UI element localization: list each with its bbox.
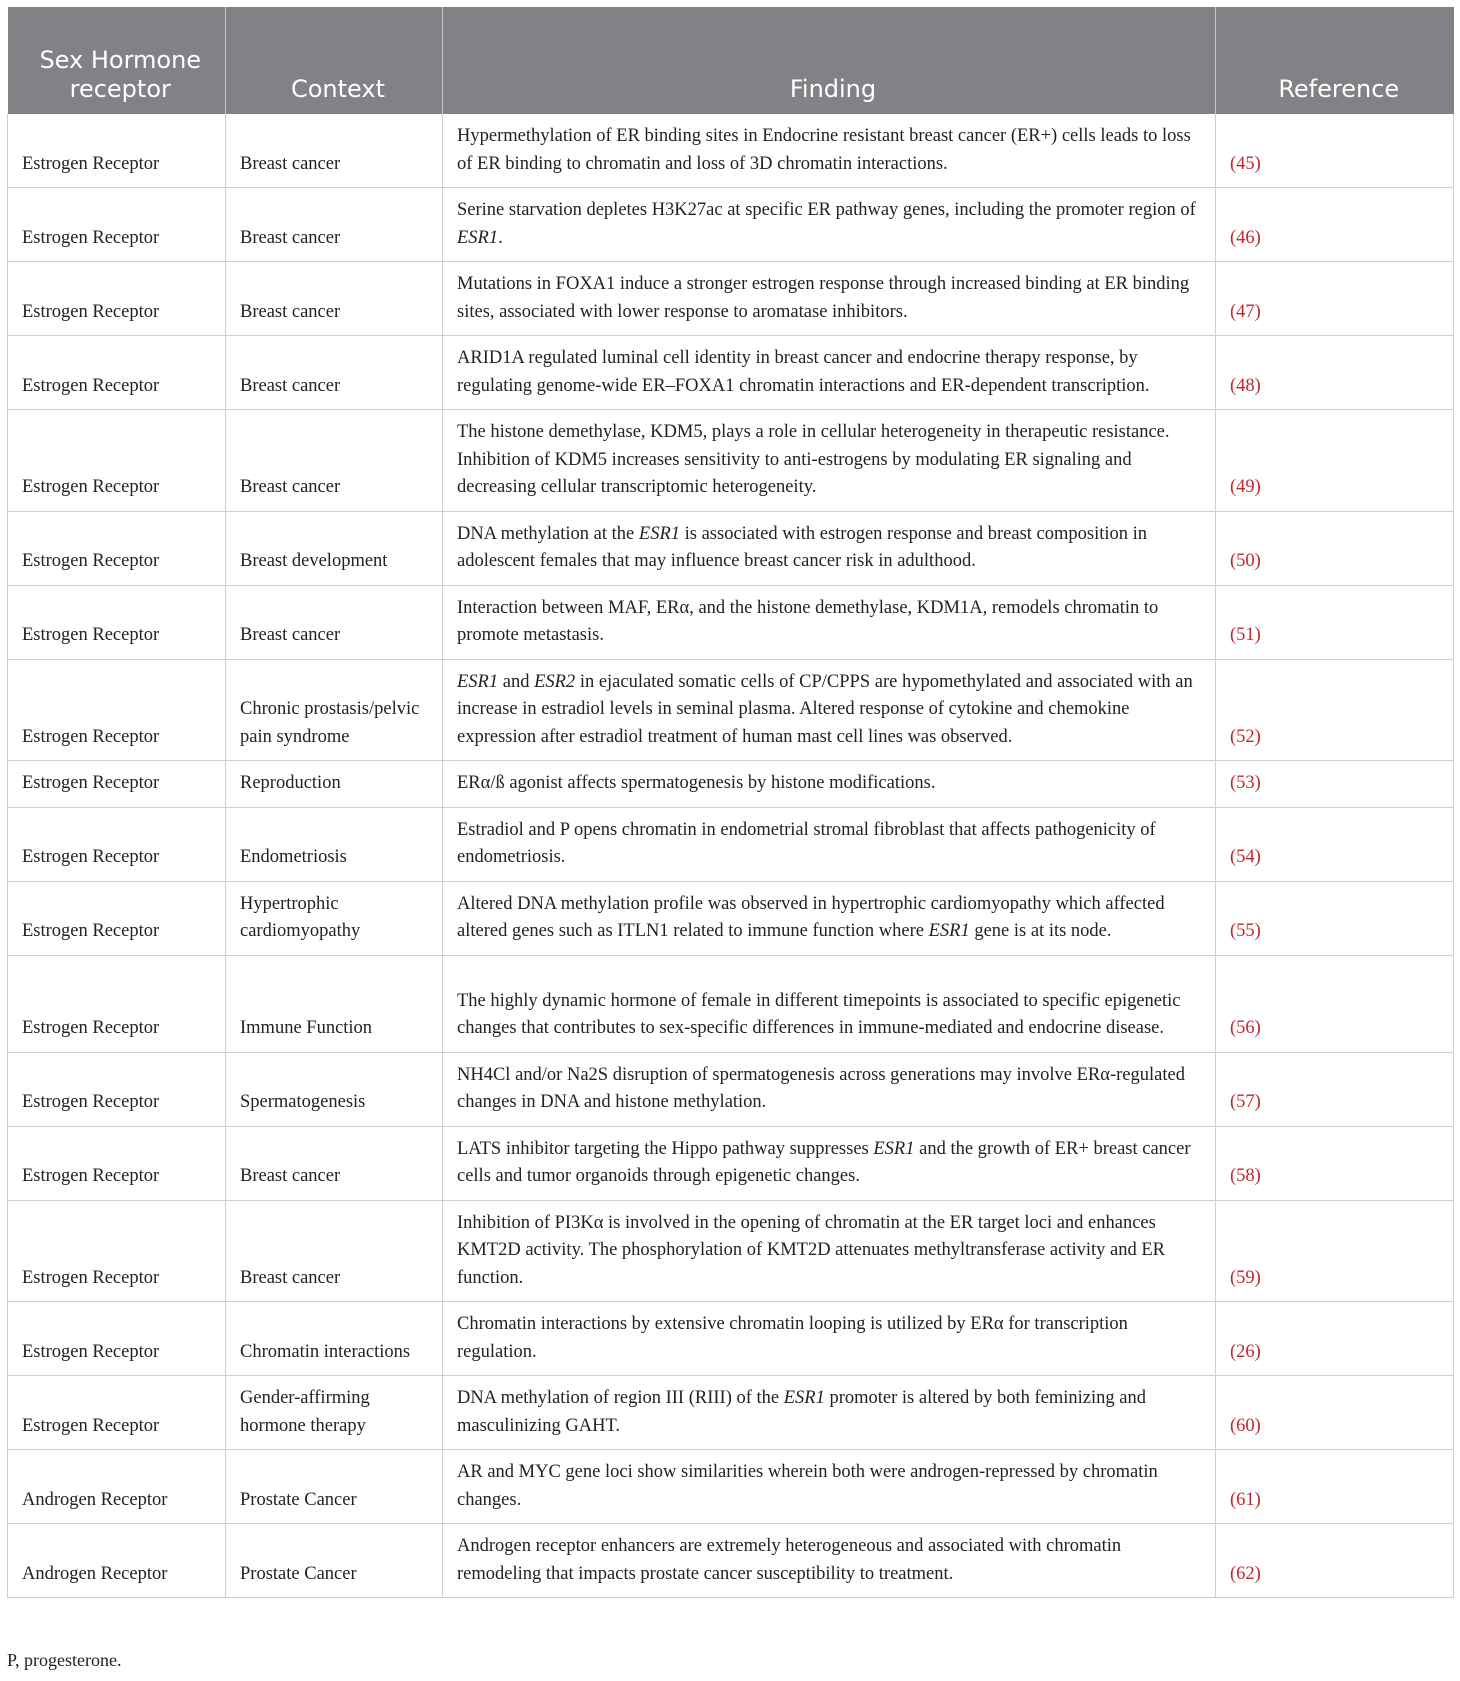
- reference-cell[interactable]: (52): [1216, 659, 1454, 761]
- finding-cell: Mutations in FOXA1 induce a stronger estrogen response through increased binding at ER binding sites, associated with lower response to aromatase inhibitors.: [443, 262, 1216, 336]
- receptor-cell: Estrogen Receptor: [8, 955, 226, 1052]
- table-row: [8, 114, 1454, 188]
- receptor-cell: Estrogen Receptor: [8, 410, 226, 512]
- header-reference: Reference: [1216, 7, 1454, 114]
- finding-cell: Hypermethylation of ER binding sites in Endocrine resistant breast cancer (ER+) cells leads to loss of ER binding to chromatin and loss of 3D chromatin interactions.: [443, 114, 1216, 188]
- table-footnote: P, progesterone.: [7, 1650, 122, 1670]
- reference-cell[interactable]: (55): [1216, 881, 1454, 955]
- table-row: [8, 585, 1454, 659]
- table-row: [8, 761, 1454, 808]
- receptor-cell: Estrogen Receptor: [8, 114, 226, 188]
- table-row: [8, 881, 1454, 955]
- reference-cell[interactable]: (57): [1216, 1052, 1454, 1126]
- receptor-cell: Estrogen Receptor: [8, 585, 226, 659]
- finding-cell: ESR1 and ESR2 in ejaculated somatic cells of CP/CPPS are hypomethylated and associated with an increase in estradiol levels in seminal plasma. Altered response of cytokine and chemokine expression after estradiol treatment of human mast cell lines was observed.: [443, 659, 1216, 761]
- table-row: [8, 1376, 1454, 1450]
- table-row: [8, 188, 1454, 262]
- reference-cell[interactable]: (51): [1216, 585, 1454, 659]
- context-cell: Reproduction: [226, 761, 443, 808]
- table-row: [8, 659, 1454, 761]
- receptor-cell: Estrogen Receptor: [8, 188, 226, 262]
- context-cell: Chronic prostasis/pelvic pain syndrome: [226, 659, 443, 761]
- context-cell: Immune Function: [226, 955, 443, 1052]
- finding-cell: Interaction between MAF, ERα, and the histone demethylase, KDM1A, remodels chromatin to promote metastasis.: [443, 585, 1216, 659]
- receptor-cell: Androgen Receptor: [8, 1524, 226, 1598]
- context-cell: Breast cancer: [226, 336, 443, 410]
- reference-cell[interactable]: (47): [1216, 262, 1454, 336]
- context-cell: Breast cancer: [226, 188, 443, 262]
- findings-table: [7, 7, 1454, 1598]
- context-cell: Spermatogenesis: [226, 1052, 443, 1126]
- reference-cell[interactable]: (50): [1216, 511, 1454, 585]
- context-cell: Breast cancer: [226, 1200, 443, 1302]
- finding-cell: The histone demethylase, KDM5, plays a role in cellular heterogeneity in therapeutic resistance. Inhibition of KDM5 increases sensitivity to anti-estrogens by modulating ER signaling and decreasing cellular transcriptomic heterogeneity.: [443, 410, 1216, 512]
- table-row: [8, 1450, 1454, 1524]
- context-cell: Gender-affirming hormone therapy: [226, 1376, 443, 1450]
- reference-cell[interactable]: (46): [1216, 188, 1454, 262]
- context-cell: Breast development: [226, 511, 443, 585]
- finding-cell: AR and MYC gene loci show similarities wherein both were androgen-repressed by chromatin changes.: [443, 1450, 1216, 1524]
- reference-cell[interactable]: (58): [1216, 1126, 1454, 1200]
- header-context: Context: [226, 7, 443, 114]
- context-cell: Breast cancer: [226, 262, 443, 336]
- receptor-cell: Estrogen Receptor: [8, 1052, 226, 1126]
- receptor-cell: Estrogen Receptor: [8, 262, 226, 336]
- finding-cell: Estradiol and P opens chromatin in endometrial stromal fibroblast that affects pathogenicity of endometriosis.: [443, 807, 1216, 881]
- finding-cell: The highly dynamic hormone of female in different timepoints is associated to specific epigenetic changes that contributes to sex-specific differences in immune-mediated and endocrine disease.: [443, 955, 1216, 1052]
- reference-cell[interactable]: (62): [1216, 1524, 1454, 1598]
- reference-cell[interactable]: (61): [1216, 1450, 1454, 1524]
- receptor-cell: Estrogen Receptor: [8, 1376, 226, 1450]
- receptor-cell: Estrogen Receptor: [8, 881, 226, 955]
- table-row: [8, 1200, 1454, 1302]
- table-row: [8, 410, 1454, 512]
- finding-cell: ERα/ß agonist affects spermatogenesis by histone modifications.: [443, 761, 1216, 808]
- table-row: [8, 336, 1454, 410]
- context-cell: Breast cancer: [226, 410, 443, 512]
- reference-cell[interactable]: (54): [1216, 807, 1454, 881]
- receptor-cell: Androgen Receptor: [8, 1450, 226, 1524]
- reference-cell[interactable]: (60): [1216, 1376, 1454, 1450]
- context-cell: Breast cancer: [226, 585, 443, 659]
- table-row: [8, 262, 1454, 336]
- finding-cell: Altered DNA methylation profile was observed in hypertrophic cardiomyopathy which affected altered genes such as ITLN1 related to immune function where ESR1 gene is at its node.: [443, 881, 1216, 955]
- receptor-cell: Estrogen Receptor: [8, 511, 226, 585]
- finding-cell: Inhibition of PI3Kα is involved in the opening of chromatin at the ER target loci and enhances KMT2D activity. The phosphorylation of KMT2D attenuates methyltransferase activity and ER function.: [443, 1200, 1216, 1302]
- finding-cell: LATS inhibitor targeting the Hippo pathway suppresses ESR1 and the growth of ER+ breast cancer cells and tumor organoids through epigenetic changes.: [443, 1126, 1216, 1200]
- reference-cell[interactable]: (56): [1216, 955, 1454, 1052]
- receptor-cell: Estrogen Receptor: [8, 336, 226, 410]
- receptor-cell: Estrogen Receptor: [8, 1200, 226, 1302]
- reference-cell[interactable]: (48): [1216, 336, 1454, 410]
- context-cell: Prostate Cancer: [226, 1524, 443, 1598]
- context-cell: Endometriosis: [226, 807, 443, 881]
- reference-cell[interactable]: (53): [1216, 761, 1454, 808]
- table-header-row: [8, 7, 1454, 114]
- table-row: [8, 511, 1454, 585]
- receptor-cell: Estrogen Receptor: [8, 761, 226, 808]
- reference-cell[interactable]: (49): [1216, 410, 1454, 512]
- context-cell: Chromatin interactions: [226, 1302, 443, 1376]
- reference-cell[interactable]: (26): [1216, 1302, 1454, 1376]
- finding-cell: Chromatin interactions by extensive chromatin looping is utilized by ERα for transcription regulation.: [443, 1302, 1216, 1376]
- table-row: [8, 955, 1454, 1052]
- finding-cell: ARID1A regulated luminal cell identity in breast cancer and endocrine therapy response, by regulating genome-wide ER–FOXA1 chromatin interactions and ER-dependent transcription.: [443, 336, 1216, 410]
- receptor-cell: Estrogen Receptor: [8, 659, 226, 761]
- table-body: [8, 114, 1454, 1598]
- receptor-cell: Estrogen Receptor: [8, 807, 226, 881]
- context-cell: Breast cancer: [226, 114, 443, 188]
- table-row: [8, 1524, 1454, 1598]
- table-row: [8, 807, 1454, 881]
- reference-cell[interactable]: (59): [1216, 1200, 1454, 1302]
- context-cell: Breast cancer: [226, 1126, 443, 1200]
- context-cell: Prostate Cancer: [226, 1450, 443, 1524]
- table-row: [8, 1052, 1454, 1126]
- receptor-cell: Estrogen Receptor: [8, 1302, 226, 1376]
- finding-cell: Serine starvation depletes H3K27ac at specific ER pathway genes, including the promoter region of ESR1.: [443, 188, 1216, 262]
- receptor-cell: Estrogen Receptor: [8, 1126, 226, 1200]
- header-finding: Finding: [443, 7, 1216, 114]
- finding-cell: NH4Cl and/or Na2S disruption of spermatogenesis across generations may involve ERα-regulated changes in DNA and histone methylation.: [443, 1052, 1216, 1126]
- header-receptor: Sex Hormone receptor: [8, 7, 226, 114]
- finding-cell: Androgen receptor enhancers are extremely heterogeneous and associated with chromatin remodeling that impacts prostate cancer susceptibility to treatment.: [443, 1524, 1216, 1598]
- finding-cell: DNA methylation of region III (RIII) of the ESR1 promoter is altered by both feminizing and masculinizing GAHT.: [443, 1376, 1216, 1450]
- finding-cell: DNA methylation at the ESR1 is associated with estrogen response and breast composition in adolescent females that may influence breast cancer risk in adulthood.: [443, 511, 1216, 585]
- reference-cell[interactable]: (45): [1216, 114, 1454, 188]
- table-row: [8, 1302, 1454, 1376]
- table-row: [8, 1126, 1454, 1200]
- context-cell: Hypertrophic cardiomyopathy: [226, 881, 443, 955]
